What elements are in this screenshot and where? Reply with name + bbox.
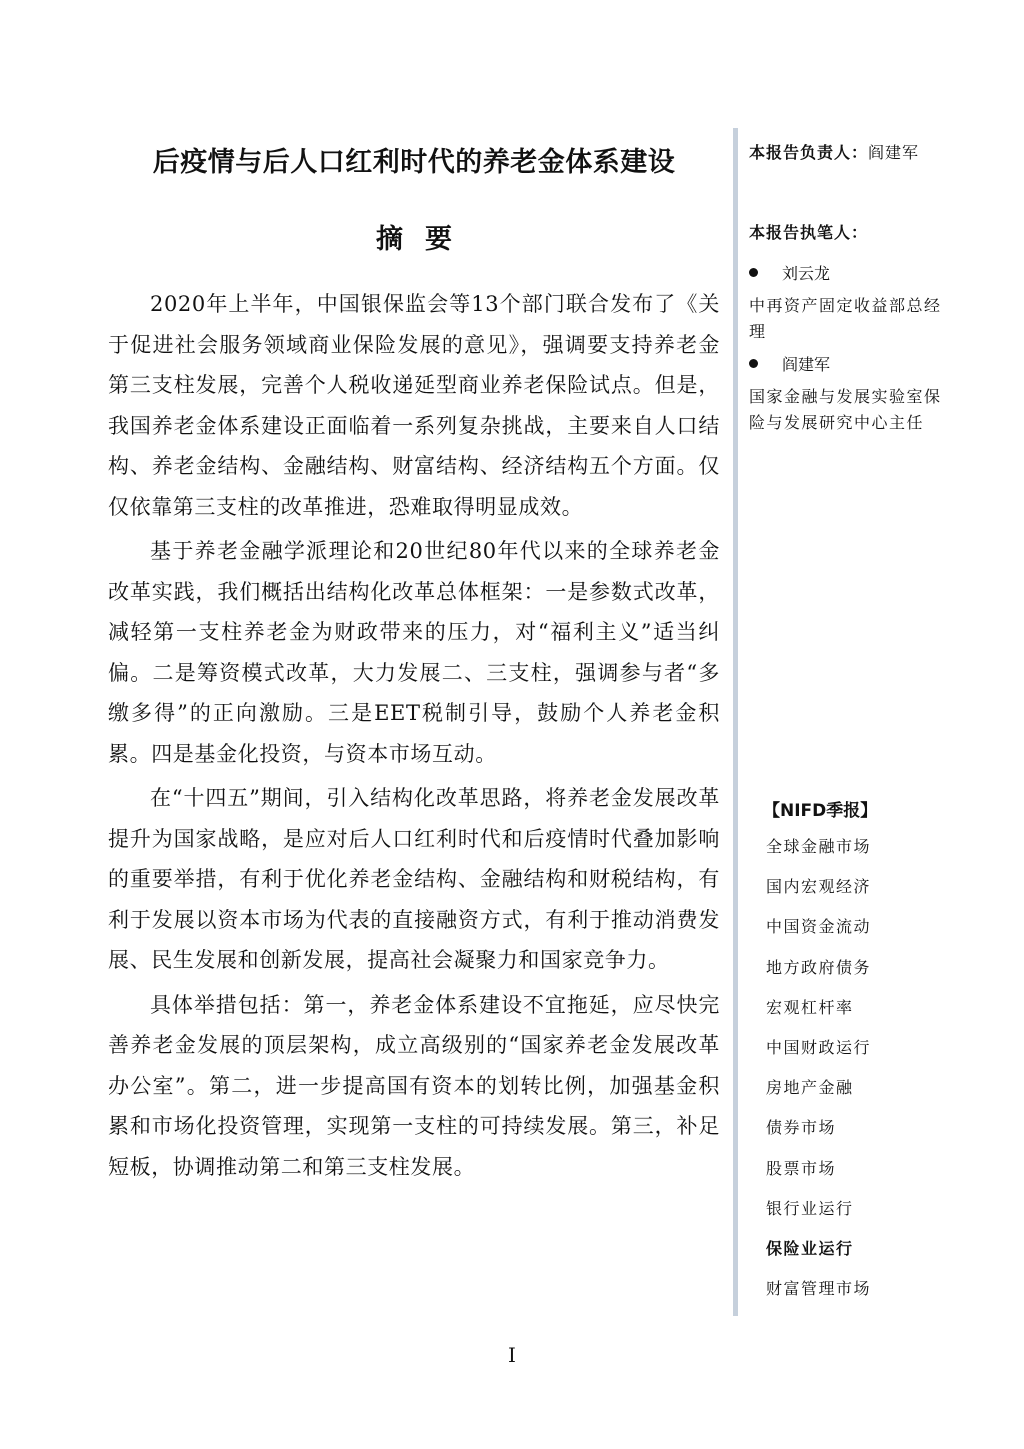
bullet-icon bbox=[749, 268, 758, 277]
abstract-heading: 摘要 bbox=[376, 224, 474, 255]
abstract-paragraph-3: 在“十四五”期间，引入结构化改革思路，将养老金发展改革提升为国家战略，是应对后人口红利时代和后疫情时代叠加影响的重要举措，有利于优化养老金结构、金融结构和财税结构，有利于发展以资本市场为代表的直接融资方式，有利于推动消费发展、民生发展和创新发展，提高社会凝聚力和国家竞争力。 bbox=[108, 786, 720, 972]
nifd-item[interactable]: 财富管理市场 bbox=[766, 1279, 872, 1299]
report-responsible bbox=[749, 140, 919, 163]
nifd-item[interactable]: 房地产金融 bbox=[766, 1078, 854, 1098]
abstract-paragraph-1: 2020年上半年，中国银保监会等13个部门联合发布了《关于促进社会服务领域商业保险发展的意见》，强调要支持养老金第三支柱发展，完善个人税收递延型商业养老保险试点。但是，我国养老金体系建设正面临着一系列复杂挑战，主要来自人口结构、养老金结构、金融结构、财富结构、经济结构五个方面。仅仅依靠第三支柱的改革推进，恐难取得明显成效。 bbox=[108, 292, 720, 519]
sidebar-divider bbox=[733, 128, 738, 1316]
nifd-quarterly-title: 【NIFD季报】 bbox=[763, 801, 878, 821]
responsible-label: 本报告负责人： bbox=[749, 143, 869, 162]
report-title: 后疫情与后人口红利时代的养老金体系建设 bbox=[152, 147, 676, 178]
nifd-item[interactable]: 国内宏观经济 bbox=[766, 877, 872, 897]
nifd-report-list bbox=[766, 834, 871, 1316]
nifd-item[interactable]: 宏观杠杆率 bbox=[766, 997, 854, 1017]
nifd-item[interactable]: 债券市场 bbox=[766, 1118, 837, 1138]
bullet-icon bbox=[749, 359, 758, 368]
author-name: 刘云龙 bbox=[782, 263, 831, 283]
nifd-item[interactable]: 股票市场 bbox=[766, 1158, 837, 1178]
nifd-item[interactable]: 全球金融市场 bbox=[766, 837, 872, 856]
nifd-item-current[interactable]: 保险业运行 bbox=[766, 1238, 854, 1258]
main-content bbox=[108, 140, 720, 1191]
writers-label: 本报告执笔人： bbox=[749, 223, 869, 242]
author-1 bbox=[749, 259, 949, 345]
nifd-item[interactable]: 地方政府债务 bbox=[766, 957, 872, 977]
abstract-paragraph-4: 具体举措包括：第一，养老金体系建设不宜拖延，应尽快完善养老金发展的顶层架构，成立高级别的“国家养老金发展改革办公室”。第二，进一步提高国有资本的划转比例，加强基金积累和市场化投资管理，实现第一支柱的可持续发展。第三，补足短板，协调推动第二和第三支柱发展。 bbox=[108, 992, 720, 1179]
nifd-item[interactable]: 银行业运行 bbox=[766, 1198, 854, 1218]
nifd-item[interactable]: 中国资金流动 bbox=[766, 917, 872, 937]
author-name: 阎建军 bbox=[782, 354, 831, 374]
page-number: I bbox=[508, 1343, 516, 1367]
responsible-name: 阎建军 bbox=[868, 143, 920, 162]
nifd-item[interactable]: 中国财政运行 bbox=[766, 1037, 872, 1057]
author-2 bbox=[749, 350, 949, 436]
author-description: 中再资产固定收益部总经理 bbox=[749, 296, 942, 341]
author-description: 国家金融与发展实验室保险与发展研究中心主任 bbox=[749, 387, 942, 432]
abstract-paragraph-2: 基于养老金融学派理论和20世纪80年代以来的全球养老金改革实践，我们概括出结构化改革总体框架：一是参数式改革，减轻第一支柱养老金为财政带来的压力，对“福利主义”适当纠偏。二是筹资模式改革，大力发展二、三支柱，强调参与者“多缴多得”的正向激励。三是EET税制引导，鼓励个人养老金积累。四是基金化投资，与资本市场互动。 bbox=[108, 539, 720, 766]
